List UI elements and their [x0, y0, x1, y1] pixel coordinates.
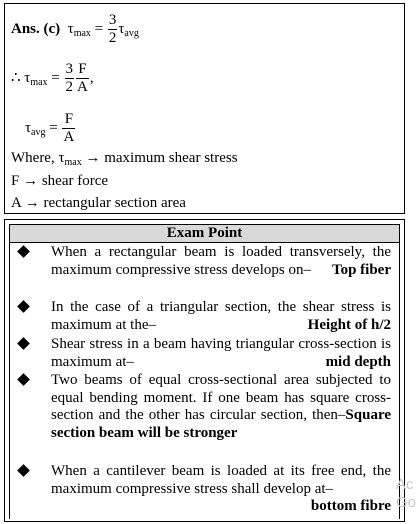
exam-point-answer: Square section beam will be stronger — [51, 407, 391, 441]
diamond-bullet-icon — [17, 337, 30, 350]
where-line-3: A → rectangular section area — [11, 195, 186, 211]
where-line-2: F → shear force — [11, 173, 109, 189]
answer-formula-line: Ans. (c) $\tau_{max}$ = $\frac{3}{2}$ $\tau_{avg}$ — [11, 12, 139, 46]
answer-box — [4, 3, 405, 214]
where-line-1: Where, $\tau_{max}$ → maximum shear stress — [11, 150, 238, 168]
therefore-formula-line: ∴ $\tau_{max}$ = $\frac{3}{2}$ $\frac{F}{A}$ , — [11, 61, 94, 95]
fraction-three-halves: $\frac{3}{2}$ — [108, 12, 117, 46]
exam-point-answer: bottom fibre — [310, 498, 391, 515]
exam-point-answer: Height of h/2 — [307, 316, 391, 333]
avg-formula-line: $\tau_{avg}$ = $\frac{F}{A}$ — [25, 111, 75, 145]
exam-point-item: Two beams of equal cross-sectional area subjected to equal bending moment. If one beam has square cross-section and the other has circular section, then–Square section beam will be stronger — [10, 372, 397, 460]
exam-point-item: When a cantilever beam is loaded at its free end, the maximum compressive stress shall develop at– bottom fibre — [10, 463, 397, 519]
exam-point-item: In the case of a triangular section, the shear stress is maximum at the– Height of h/2 — [10, 299, 397, 334]
exam-point-answer: Top fiber — [331, 261, 391, 278]
diamond-bullet-icon — [17, 300, 30, 313]
arrow-icon: → — [23, 173, 39, 189]
exam-point-item: When a rectangular beam is loaded transversely, the maximum compressive stress develops on– Top fiber — [10, 244, 397, 296]
diamond-bullet-icon — [17, 245, 30, 258]
diamond-bullet-icon — [17, 464, 30, 477]
exam-point-answer: mid depth — [325, 353, 391, 370]
watermark: Ac Go — [396, 476, 416, 511]
arrow-icon: → — [85, 150, 101, 166]
exam-point-title: Exam Point — [10, 225, 399, 243]
exam-point-item: Shear stress in a beam having triangular cross-section is maximum at– mid depth — [10, 336, 397, 371]
diamond-bullet-icon — [17, 373, 30, 386]
exam-point-box — [4, 219, 405, 522]
answer-label: Ans. (c) — [11, 20, 61, 37]
arrow-icon: → — [24, 195, 40, 211]
